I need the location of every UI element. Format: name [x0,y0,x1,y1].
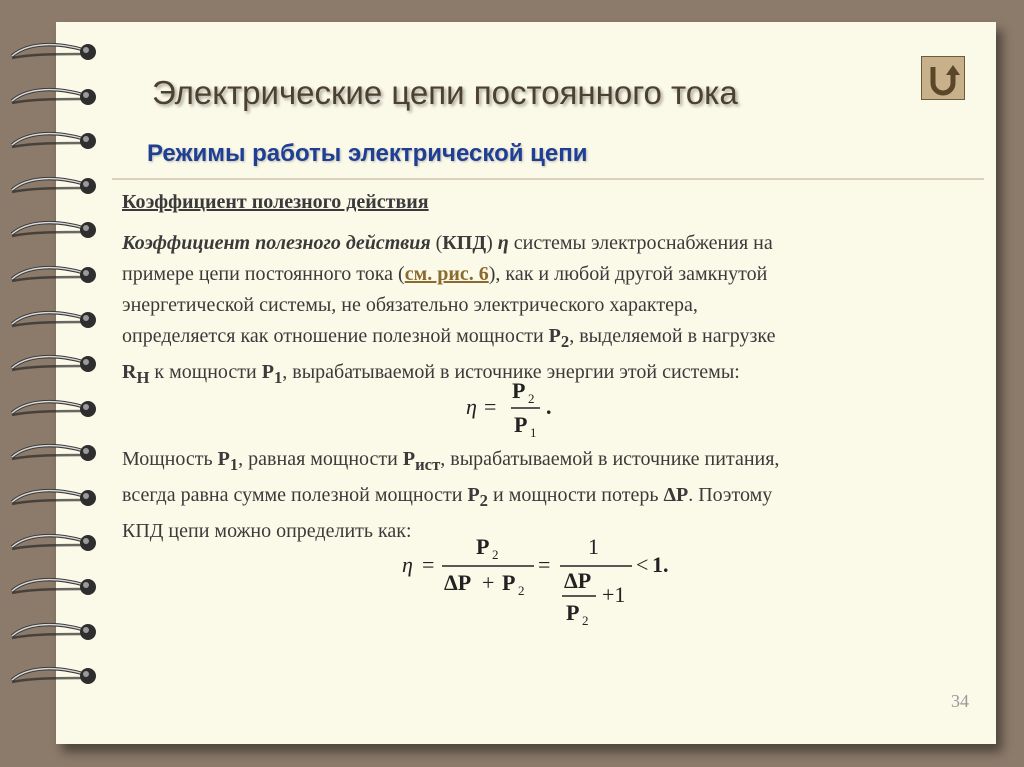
text-span: к мощности [149,361,262,383]
spiral-ring-icon [8,575,104,599]
symbol-p: P [548,325,561,347]
spiral-ring-icon [8,40,104,64]
text-span: , выделяемой в нагрузке [569,325,776,347]
figure-6-link[interactable]: см. рис. 6 [404,263,489,285]
page-number: 34 [951,691,969,711]
text-span: и мощности потерь [488,484,664,506]
formula-numerator: P [476,534,490,559]
spiral-ring-icon [8,620,104,644]
spiral-ring-icon [8,263,104,287]
formula-equals: = [484,394,497,419]
kpd-text: КПД [442,232,487,254]
formula-plus-one: +1 [602,582,626,607]
back-button[interactable] [921,56,965,100]
spiral-ring-icon [8,531,104,555]
formula-efficiency-expanded [396,534,696,632]
formula-efficiency-ratio [460,376,570,440]
subscript: 1 [273,368,283,387]
text-span: , вырабатываемой в источнике питания, [440,448,780,470]
text-span: примере цепи постоянного тока ( [122,263,405,285]
subscript: 2 [560,332,570,351]
spiral-ring-icon [8,308,104,332]
formula-plus: + [482,570,495,595]
text-span: , вырабатываемой в источнике энергии этой системы: [282,361,740,383]
formula-eta: η [402,552,413,577]
text-span: , равная мощности [238,448,403,470]
text-span: системы электроснабжения на [508,232,773,254]
formula-equals-2: = [538,552,551,577]
spiral-ring-icon [8,397,104,421]
symbol-delta-p: ΔP [663,484,689,506]
subscript: 1 [229,455,239,474]
formula-numerator-sub: 2 [528,391,535,406]
formula-rhs: 1. [652,552,669,577]
text-line: энергетической системы, не обязательно электрического характера, [122,294,698,316]
text-span: Мощность [122,448,218,470]
formula-equals: = [422,552,435,577]
formula-period: . [546,394,552,419]
formula-inner-denominator: P [566,600,580,625]
formula-denominator-p: P [502,570,516,595]
formula-numerator: P [512,378,526,403]
symbol-p: P [217,448,230,470]
formula-denominator-sub: 2 [518,583,525,598]
u-turn-arrow-icon [922,57,964,99]
section-heading: Коэффициент полезного действия [122,191,429,213]
formula-inner-numerator: ΔP [564,568,592,593]
symbol-p: P [402,448,416,470]
spiral-ring-icon [8,174,104,198]
formula-denominator: P [514,412,528,437]
subscript: 2 [479,491,488,510]
spiral-ring-icon [8,218,104,242]
text-span: . Поэтому [688,484,773,506]
formula-numerator-sub: 2 [492,547,499,562]
text-span: ), как и любой другой замкнутой [488,263,768,285]
slide-subtitle: Режимы работы электрической цепи [147,140,588,167]
spiral-ring-icon [8,486,104,510]
formula-one: 1 [588,534,599,559]
spiral-ring-icon [8,85,104,109]
slide-title: Электрические цепи постоянного тока [152,74,738,111]
formula-less-than: < [636,552,649,577]
symbol-p: P [261,361,274,383]
formula-denominator-sub: 1 [530,425,537,440]
spiral-ring-icon [8,441,104,465]
paragraph-definition: Коэффициент полезного действия (КПД) η системы электроснабжения на примере цепи постоянного тока (см. рис. 6), как и любой другой замкнутой энергетической системы, не обязательно электрического характера, определяется как отношение полезной мощности $P_2$, выделяемой в нагрузке $R_Н$ к мощности $P_1$, вырабатываемой в источнике энергии этой системы: [122,228,974,393]
divider [112,178,984,180]
text-span: определяется как отношение полезной мощности [122,325,549,347]
symbol-r: R [122,361,137,383]
term-text: Коэффициент полезного действия [122,232,431,254]
symbol-p: P [467,484,480,506]
paragraph-power-balance [122,444,974,547]
subscript: ист [415,455,441,474]
formula-denominator-delta-p: ΔP [444,570,472,595]
spiral-ring-icon [8,352,104,376]
text-line: КПД цепи можно определить как: [122,520,412,542]
formula-eta: η [466,394,477,419]
spiral-ring-icon [8,664,104,688]
spiral-ring-icon [8,129,104,153]
eta-symbol: η [497,232,509,254]
formula-inner-denominator-sub: 2 [582,613,589,628]
subscript: Н [136,368,150,387]
text-span: всегда равна сумме полезной мощности [122,484,468,506]
